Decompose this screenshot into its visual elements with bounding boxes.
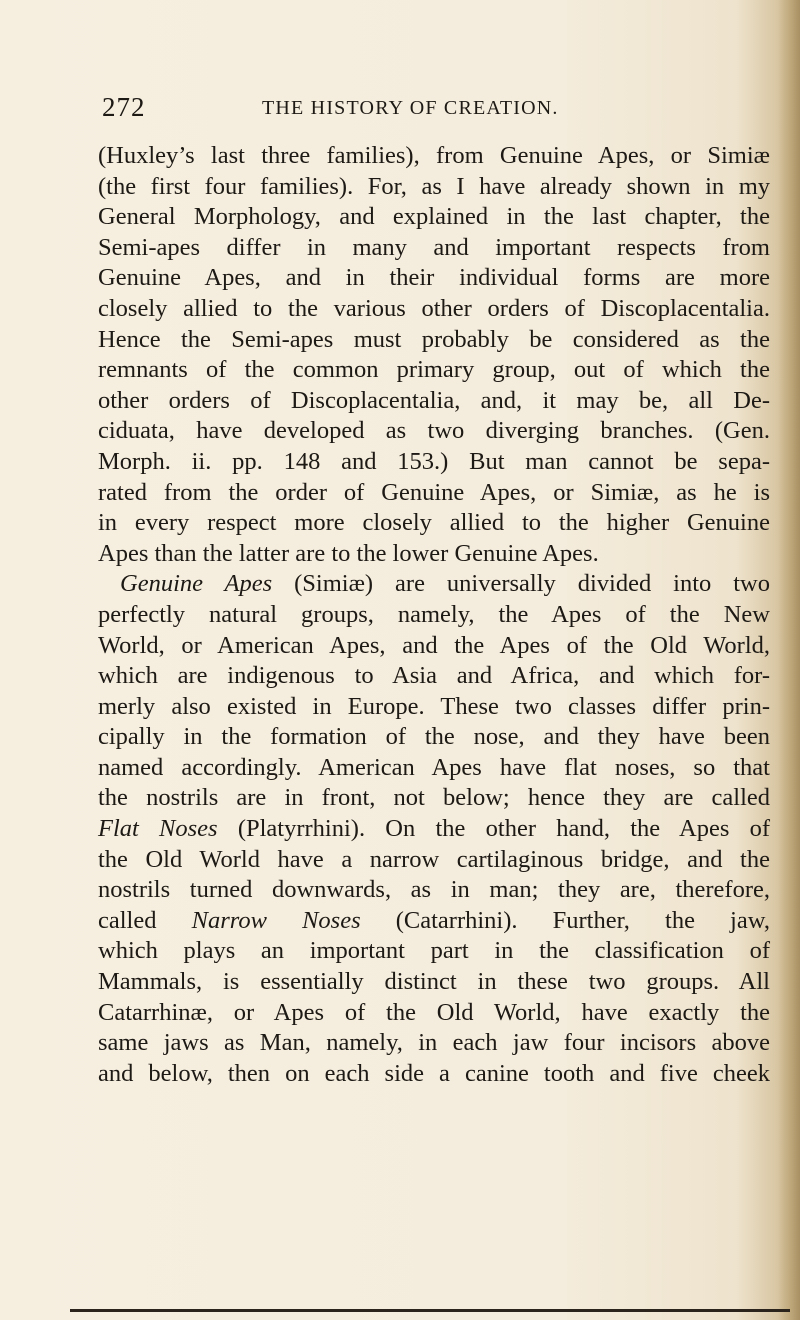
text-line [98,692,770,723]
page-header [102,92,742,132]
text-segment: which are indigenous to Asia and Africa, and which for- [98,662,770,690]
text-line [98,141,770,172]
text-segment: same jaws as Man, namely, in each jaw four incisors above [98,1029,770,1057]
text-segment: World, or American Apes, and the Apes of the Old World, [98,631,770,659]
text-line [98,508,770,539]
text-segment: other orders of Discoplacentalia, and, it may be, all De- [98,386,770,414]
text-segment: merly also existed in Europe. These two classes differ prin- [98,692,770,720]
text-segment: remnants of the common primary group, out of which the [98,356,770,384]
text-segment: closely allied to the various other orders of Discoplacentalia. [98,294,770,322]
text-line [98,447,770,478]
text-segment: General Morphology, and explained in the last chapter, the [98,203,770,231]
body-text [98,141,770,1089]
text-segment: rated from the order of Genuine Apes, or Simiæ, as he is [98,478,770,506]
text-line [98,386,770,417]
text-line [98,722,770,753]
text-segment: Catarrhinæ, or Apes of the Old World, have exactly the [98,998,770,1026]
text-segment: named accordingly. American Apes have flat noses, so that [98,753,770,781]
text-line [98,294,770,325]
text-line [98,416,770,447]
text-line [98,478,770,509]
text-line [98,814,770,845]
text-segment: Hence the Semi-apes must probably be considered as the [98,325,770,353]
text-line [98,355,770,386]
text-line [98,202,770,233]
text-line [98,600,770,631]
page-number: 272 [102,92,146,122]
running-head: THE HISTORY OF CREATION. [262,97,559,119]
text-segment: in every respect more closely allied to the higher Genuine [98,509,770,537]
text-line [98,661,770,692]
text-line [98,172,770,203]
text-line [98,569,770,600]
text-line [98,936,770,967]
text-line [98,967,770,998]
bottom-rule [70,1309,790,1312]
text-segment: cipally in the formation of the nose, and they have been [98,723,770,751]
text-line [98,263,770,294]
text-segment: Apes than the latter are to the lower Genuine Apes. [98,539,599,567]
text-segment: perfectly natural groups, namely, the Apes of the New [98,600,770,628]
text-segment: (Huxley’s last three families), from Genuine Apes, or Simiæ [98,142,770,169]
text-line [98,1059,770,1090]
text-line [98,631,770,662]
text-line [98,233,770,264]
text-segment: the Old World have a narrow cartilaginous bridge, and the [98,845,770,873]
text-segment: Semi-apes differ in many and important respects from [98,233,770,261]
text-segment: called [98,906,192,934]
text-line [98,753,770,784]
text-line [98,845,770,876]
italic-term: Flat Noses [98,815,218,843]
text-segment: (the first four families). For, as I have already shown in my [98,172,770,200]
text-segment: (Catarrhini). Further, the jaw, [360,906,770,934]
text-segment: nostrils turned downwards, as in man; they are, therefore, [98,876,770,904]
text-line [98,875,770,906]
italic-term: Genuine Apes [120,570,273,598]
text-segment: (Simiæ) are universally divided into two [272,570,771,598]
text-segment: Mammals, is essentially distinct in these two groups. All [98,968,770,996]
page-edge-shadow [778,0,800,1320]
text-line [98,539,770,570]
text-line [98,1028,770,1059]
text-line [98,325,770,356]
text-segment: Genuine Apes, and in their individual forms are more [98,264,770,292]
text-segment: which plays an important part in the classification of [98,937,770,965]
text-segment: Morph. ii. pp. 148 and 153.) But man cannot be sepa- [98,447,770,475]
text-line [98,906,770,937]
text-segment: (Platyrrhini). On the other hand, the Apes of [217,815,770,843]
text-segment: ciduata, have developed as two diverging branches. (Gen. [98,417,770,445]
text-line [98,783,770,814]
text-segment: and below, then on each side a canine tooth and five cheek [98,1059,770,1087]
text-line [98,998,770,1029]
text-segment: the nostrils are in front, not below; hence they are called [98,784,770,812]
italic-term: Narrow Noses [191,906,361,934]
